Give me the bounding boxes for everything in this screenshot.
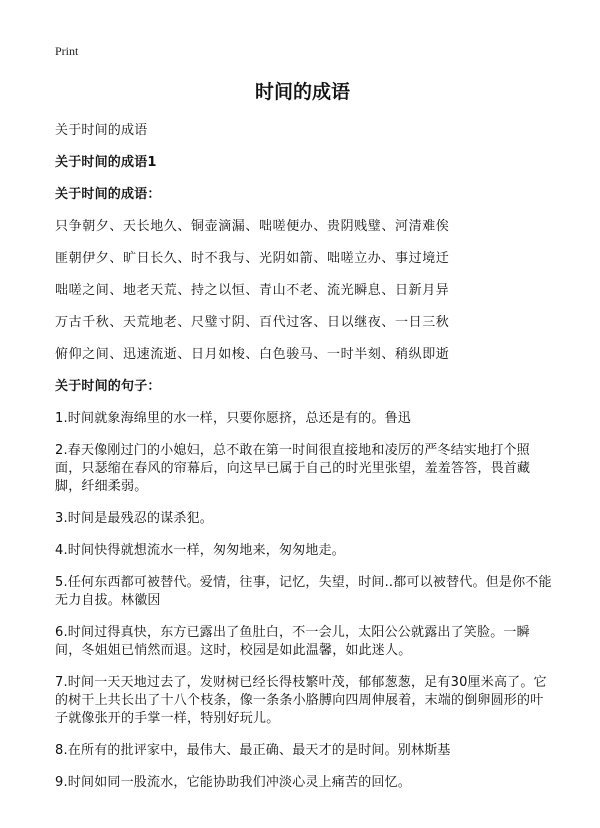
idiom-row: 匪朝伊夕、旷日长久、时不我与、光阴如箭、咄嗟立办、事过境迁 <box>55 251 450 266</box>
page-title: 时间的成语 <box>254 81 350 103</box>
sentence-item: 5.任何东西都可被替代。爱情，往事，记忆，失望，时间..都可以被替代。但是你不能无力自拔。林徽因 <box>55 575 552 608</box>
sentence-item: 3.时间是最残忍的谋杀犯。 <box>55 511 214 526</box>
print-link[interactable]: Print <box>55 44 79 58</box>
sentence-list <box>55 410 556 792</box>
sentence-item: 1.时间就象海绵里的水一样，只要你愿挤，总还是有的。鲁迅 <box>55 411 412 426</box>
idioms-heading: 关于时间的成语： <box>55 187 161 202</box>
sentences-heading: 关于时间的句子： <box>55 379 161 394</box>
sentence-item: 9.时间如同一股流水，它能协助我们冲淡心灵上痛苦的回忆。 <box>55 775 412 790</box>
idiom-row: 万古千秋、天荒地老、尺璧寸阴、百代过客、日以继夜、一日三秋 <box>55 315 450 330</box>
idiom-row: 只争朝夕、天长地久、铜壶滴漏、咄嗟便办、贵阴贱璧、河清难俟 <box>55 219 450 234</box>
idiom-row: 俯仰之间、迅速流逝、日月如梭、白色骏马、一时半刻、稍纵即逝 <box>55 347 450 362</box>
idiom-row: 咄嗟之间、地老天荒、持之以恒、青山不老、流光瞬息、日新月异 <box>55 283 450 298</box>
intro-text: 关于时间的成语 <box>55 123 148 138</box>
sentence-item: 7.时间一天天地过去了，发财树已经长得枝繁叶茂，郁郁葱葱，足有30厘米高了。它的树干上共长出了十八个枝条，像一条条小胳膊向四周伸展着，末端的倒卵圆形的叶子就像张开的手掌一样，特别好玩儿。 <box>55 675 547 726</box>
sentence-item: 8.在所有的批评家中，最伟大、最正确、最天才的是时间。别林斯基 <box>55 743 451 758</box>
section1-heading: 关于时间的成语1 <box>55 155 157 170</box>
idiom-list <box>55 218 556 364</box>
sentence-item: 2.春天像刚过门的小媳妇，总不敢在第一时间很直接地和凌厉的严冬结实地打个照面，只瑟缩在春风的帘幕后，向这早已属于自己的时光里张望，羞羞答答，畏首藏脚，纤细柔弱。 <box>55 443 531 494</box>
sentence-item: 4.时间快得就想流水一样，匆匆地来，匆匆地走。 <box>55 543 346 558</box>
sentence-item: 6.时间过得真快，东方已露出了鱼肚白，不一会儿，太阳公公就露出了笑脸。一瞬间，冬姐姐已悄然而退。这时，校园是如此温馨，如此迷人。 <box>55 625 530 658</box>
